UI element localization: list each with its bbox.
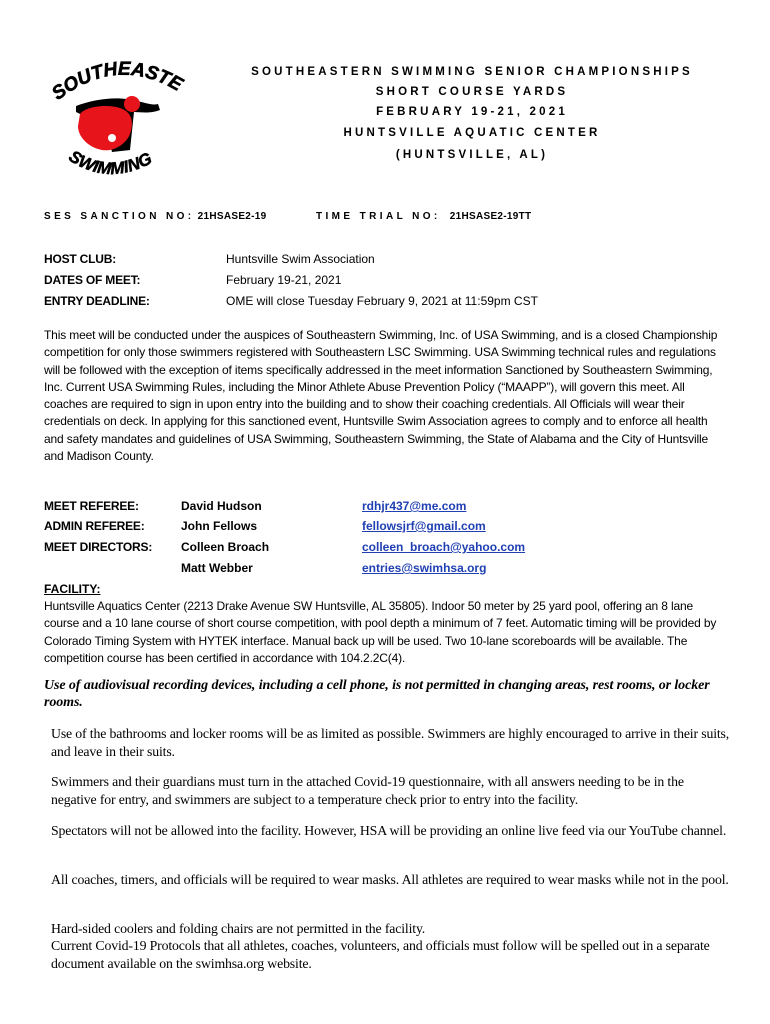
protocol-coolers: Hard-sided coolers and folding chairs are not permitted in the facility. <box>51 921 426 936</box>
svg-text:SWIMMING <box>66 147 155 179</box>
ses-sanction-label: SES SANCTION NO: <box>44 211 195 222</box>
meet-course: SHORT COURSE YARDS <box>375 86 569 98</box>
official-role: MEET REFEREE: <box>44 499 139 513</box>
facility-paragraph: Huntsville Aquatics Center (2213 Drake Avenue SW Huntsville, AL 35805). Indoor 50 meter by 25 yard pool, offering an 8 lane course and a 10 lane course of short course competition, with pool depth a minimum of 7 feet. Automatic timing will be provided by Colorado Timing System with HYTEK interface. Manual back up will be used. Two 10-lane scoreboards will be available. The competition course has been certified in accordance with 104.2.2C(4). <box>44 599 717 665</box>
protocol-document: Current Covid-19 Protocols that all athletes, coaches, volunteers, and officials must follow will be spelled out in a separate document available on the swimhsa.org website. <box>51 938 710 971</box>
southeastern-swimming-logo <box>48 60 188 185</box>
protocol-bathrooms: Use of the bathrooms and locker rooms will be as limited as possible. Swimmers are highly encouraged to arrive in their suits, and leave in their suits. <box>51 726 730 759</box>
meet-venue: HUNTSVILLE AQUATIC CENTER <box>343 127 601 139</box>
time-trial-label: TIME TRIAL NO: <box>316 211 441 222</box>
official-name: John Fellows <box>181 519 258 533</box>
recording-warning: Use of audiovisual recording devices, including a cell phone, is not permitted in changing areas, rest rooms, or locker rooms. <box>44 678 710 710</box>
dates-label: DATES OF MEET: <box>44 273 141 287</box>
official-role: MEET DIRECTORS: <box>44 540 153 554</box>
meet-title: SOUTHEASTERN SWIMMING SENIOR CHAMPIONSHIPS <box>251 66 693 78</box>
officials-table <box>44 499 734 583</box>
dates-value: February 19-21, 2021 <box>226 273 342 287</box>
official-name: Colleen Broach <box>181 540 270 554</box>
svg-text:SOUTHEASTERN <box>48 60 187 105</box>
intro-paragraph: This meet will be conducted under the auspices of Southeastern Swimming, Inc. of USA Swimming, and is a closed Championship competition for only those swimmers registered with Southeastern LSC Swimming. USA Swimming technical rules and regulations will be followed with the exception of items specifically addressed in the meet information Sanctioned by Southeastern Swimming, Inc. Current USA Swimming Rules, including the Minor Athlete Abuse Prevention Policy (“MAAPP”), will govern this meet. All coaches are required to sign in upon entry into the building and to show their coaching credentials. All Officials will wear their credentials on deck. In applying for this sanctioned event, Huntsville Swim Association agrees to comply and to enforce all health and safety mandates and guidelines of USA Swimming, Southeastern Swimming, the State of Alabama and the City of Huntsville and Madison County. <box>44 328 718 464</box>
official-name: Matt Webber <box>181 561 253 575</box>
official-email-link[interactable]: fellowsjrf@gmail.com <box>362 519 486 533</box>
protocol-spectators: Spectators will not be allowed into the facility. However, HSA will be providing an online live feed via our YouTube channel. <box>51 823 727 838</box>
entry-deadline-value: OME will close Tuesday February 9, 2021 at 11:59pm CST <box>226 294 538 308</box>
official-name: David Hudson <box>181 499 262 513</box>
official-email-link[interactable]: rdhjr437@me.com <box>362 499 467 513</box>
official-role: ADMIN REFEREE: <box>44 519 145 533</box>
host-club-label: HOST CLUB: <box>44 252 116 266</box>
time-trial-sanction <box>316 211 531 222</box>
official-email-link[interactable]: entries@swimhsa.org <box>362 561 487 575</box>
meet-dates: FEBRUARY 19-21, 2021 <box>376 106 568 118</box>
protocol-masks: All coaches, timers, and officials will be required to wear masks. All athletes are required to wear masks while not in the pool. <box>51 872 729 887</box>
logo-top-text: SOUTHEASTE <box>48 60 186 105</box>
logo-bottom-text: SWIMMING <box>65 146 155 179</box>
time-trial-number: 21HSASE2-19TT <box>449 211 532 222</box>
official-email-link[interactable]: colleen_broach@yahoo.com <box>362 540 526 554</box>
ses-sanction <box>44 211 267 222</box>
protocol-questionnaire: Swimmers and their guardians must turn in the attached Covid-19 questionnaire, with all answers needing to be in the negative for entry, and swimmers are subject to a temperature check prior to entry into the facility. <box>51 774 684 807</box>
entry-deadline-label: ENTRY DEADLINE: <box>44 294 150 308</box>
ses-sanction-number: 21HSASE2-19 <box>197 211 267 222</box>
facility-heading: FACILITY: <box>44 582 101 596</box>
meet-city: (HUNTSVILLE, AL) <box>395 149 549 161</box>
host-club-value: Huntsville Swim Association <box>226 252 375 266</box>
